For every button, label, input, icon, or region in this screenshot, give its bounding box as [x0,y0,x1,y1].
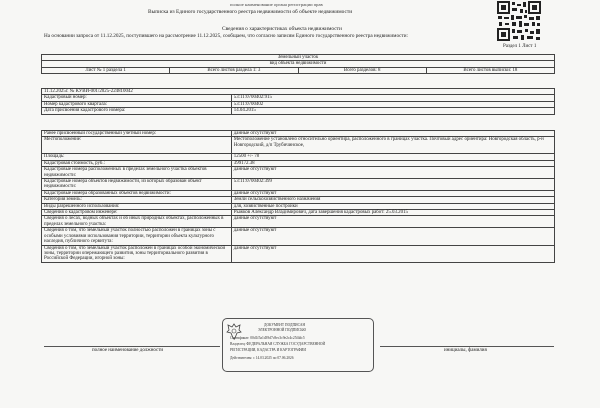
sheets-total: Всего листов выписки: 18 [426,67,554,73]
row-value: данные отсутствуют [231,167,554,179]
cadastral-number-value: 53:11:0700402:915 [231,95,554,101]
row-label: Виды разрешенного использования: [42,203,232,209]
row-label: Сведения о лесах, водных объектах и об иных природных объектах, расположенных в пределах земельного участка: [42,216,232,228]
stamp-line-2: ЭЛЕКТРОННОЙ ПОДПИСЬЮ [258,328,307,332]
row-value: данные отсутствуют [231,216,554,228]
row-label: Кадастровые номера образованных объектов недвижимости: [42,190,232,196]
row-value: Местоположение установлено относительно ориентира, расположенного в границах участка. Почтовый адрес ориентира: Новгородская область, р-н Новгородский, д/п Трубичинское, [231,137,554,154]
table-row [42,167,555,179]
table-row [42,245,555,262]
row-label: Местоположение: [42,137,232,154]
extract-date-number: 11.12.2025г. № КУВИ-001/2025-224810042 [42,89,555,95]
object-type-caption: вид объекта недвижимости [42,61,555,67]
cadastral-quarter-value: 53:11:0700402 [231,101,554,107]
row-label: Ранее присвоенный государственный учетный номер: [42,131,232,137]
sections-total: Всего разделов: 8 [298,67,426,73]
identification-block [41,88,555,115]
table-row [42,179,555,191]
sheets-in-section: Всего листов раздела 1: 3 [170,67,298,73]
object-type: Земельный участок [42,55,555,61]
row-value: данные отсутствуют [231,190,554,196]
section-title: Сведения о характеристиках объекта недвижимости [222,26,342,32]
qr-code-icon [496,0,542,42]
sheet-number: Лист № 1 раздела 1 [42,67,170,73]
row-label: Сведения о том, что земельный участок полностью расположен в границах зоны с особыми условиями использования территории, территории объекта культурного наследия, публичного сервитута: [42,228,232,245]
cadastral-number-label: Кадастровый номер: [42,95,232,101]
request-statement: На основании запроса от 11.12.2025, поступившего на рассмотрение 11.12.2025, сообщаем, что согласно записям Единого государственного реестра недвижимости: [44,33,408,39]
stamp-owner-cont: РЕГИСТРАЦИИ, КАДАСТРА И КАРТОГРАФИИ [230,348,306,352]
row-label: Площадь: [42,154,232,160]
stamp-validity: Действителен: с 14.03.2025 по 07.06.2026 [230,356,294,360]
table-row [42,216,555,228]
row-label: Кадастровая стоимость, руб.: [42,160,232,166]
object-type-block [41,54,555,74]
row-label: Кадастровые номера расположенных в пределах земельного участка объектов недвижимости: [42,167,232,179]
position-signature-line [44,346,220,347]
row-label: Кадастровые номера объектов недвижимости, из которых образован объект недвижимости: [42,179,232,191]
row-label: Категория земель: [42,197,232,203]
row-value: Земли сельскохозяйственного назначения [231,197,554,203]
row-value: Рыжков Александр Владимирович, дата завершения кадастровых работ: 25.03.2015 [231,210,554,216]
row-value: данные отсутствуют [231,131,554,137]
registry-authority-caption: полное наименование органа регистрации прав [230,2,323,7]
assignment-date-label: Дата присвоения кадастрового номера: [42,108,232,114]
row-value: 12500 +/- 78 [231,154,554,160]
cadastral-quarter-label: Номер кадастрового квартала: [42,101,232,107]
table-row [42,108,555,114]
stamp-owner: Владелец: ФЕДЕРАЛЬНАЯ СЛУЖБА ГОСУДАРСТВЕННОЙ [230,342,326,346]
row-value: для, хозяйственные постройки [231,203,554,209]
table-row [42,228,555,245]
position-caption: полное наименование должности [92,348,164,353]
row-label: Сведения о том, что земельный участок расположен в границах особой экономической зоны, территории опережающего развития, зоны территориального развития в Российской Федерации, игорной зоны: [42,245,232,262]
stamp-certificate: Сертификат: 00d1f5a1d39d7c8ec3c9e2c4c25f4dc5 [230,336,305,340]
assignment-date-value: 14.04.2015 [231,108,554,114]
name-signature-line [380,346,554,347]
table-row [42,137,555,154]
row-value: данные отсутствуют [231,245,554,262]
characteristics-table [41,130,555,263]
name-caption: инициалы, фамилия [444,348,487,353]
stamp-line-1: ДОКУМЕНТ ПОДПИСАН [264,323,306,327]
row-value: данные отсутствуют [231,228,554,245]
row-value: 53:11:0700402:399 [231,179,554,191]
section-sheet-label: Раздел 1 Лист 1 [503,44,537,49]
document-title: Выписка из Единого государственного реестра недвижимости об объекте недвижимости [148,9,353,15]
row-value: 399172.38 [231,160,554,166]
row-label: Сведения о кадастровом инженере: [42,210,232,216]
